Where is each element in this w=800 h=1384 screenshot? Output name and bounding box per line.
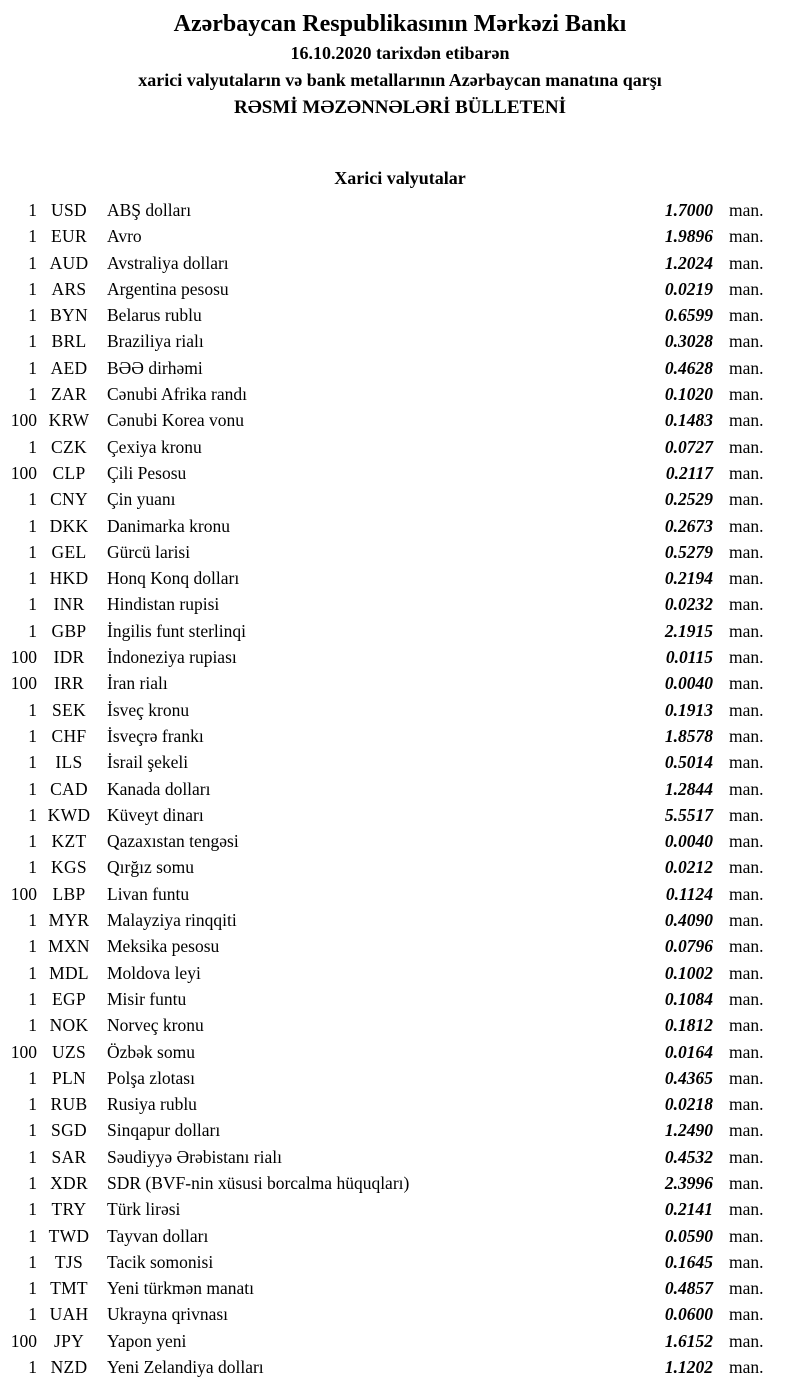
currency-code: KRW [48,410,90,431]
currency-name: İngilis funt sterlinqi [107,620,247,641]
currency-name: Qırğız somu [107,857,195,878]
currency-name: İsveçrə frankı [107,725,204,746]
rate-value: 0.5279 [664,541,713,562]
table-row [0,328,800,354]
nominal-amount: 1 [28,804,37,825]
rate-unit: man. [729,252,764,273]
rate-unit: man. [729,831,764,852]
nominal-amount: 1 [28,1357,37,1378]
rate-value: 0.0600 [664,1304,713,1325]
currency-code: USD [51,200,87,220]
currency-code: CLP [52,462,86,483]
table-row [0,1275,800,1301]
rate-unit: man. [729,752,764,773]
table-row [0,1065,800,1091]
rate-value: 0.0796 [664,936,713,957]
currency-name: ABŞ dolları [107,200,192,220]
table-row [0,1170,800,1196]
currency-name: Avro [107,226,142,247]
currency-code: CNY [50,489,88,510]
rate-unit: man. [729,489,764,510]
nominal-amount: 1 [28,1251,37,1272]
rate-unit: man. [729,804,764,825]
nominal-amount: 100 [10,462,37,483]
currency-code: INR [53,594,85,615]
currency-name: Çili Pesosu [107,462,187,483]
nominal-amount: 1 [28,936,37,957]
nominal-amount: 1 [28,1146,37,1167]
currency-name: İsveç kronu [107,699,190,720]
table-row [0,1328,800,1354]
rate-value: 0.1812 [664,1015,713,1036]
rate-value: 0.0232 [664,594,713,615]
nominal-amount: 1 [28,778,37,799]
rate-value: 0.2141 [664,1199,713,1220]
rate-unit: man. [729,673,764,694]
currency-code: NZD [50,1357,88,1378]
currency-name: Qazaxıstan tengəsi [107,831,239,852]
currency-name: Malayziya rinqqiti [107,910,237,931]
rate-value: 0.4857 [664,1278,713,1299]
currency-name: Cənubi Afrika randı [107,384,247,405]
nominal-amount: 100 [10,410,37,431]
currency-name: Çin yuanı [107,489,176,510]
currency-name: Gürcü larisi [107,541,191,562]
table-row [0,486,800,512]
nominal-amount: 100 [10,673,37,694]
rate-value: 0.1645 [664,1251,713,1272]
currency-name: Ukrayna qrivnası [107,1304,229,1325]
rate-unit: man. [729,857,764,878]
currency-code: SEK [52,699,86,720]
currency-name: Yeni Zelandiya dolları [107,1357,264,1378]
rate-unit: man. [729,778,764,799]
rate-value: 0.4090 [664,910,713,931]
table-row [0,381,800,407]
rate-value: 2.1915 [664,620,713,641]
rate-value: 0.2117 [665,462,713,483]
rate-unit: man. [729,1146,764,1167]
currency-code: CAD [50,778,88,799]
rate-unit: man. [729,436,764,457]
currency-code: KZT [51,831,87,852]
table-row [0,802,800,828]
table-row [0,1039,800,1065]
rate-unit: man. [729,200,764,220]
rate-value: 1.2844 [664,778,713,799]
table-row [0,670,800,696]
table-row [0,276,800,302]
currency-code: KWD [47,804,91,825]
table-row [0,1223,800,1249]
nominal-amount: 1 [28,568,37,589]
nominal-amount: 1 [28,305,37,326]
section-title-foreign-currencies: Xarici valyutalar [334,168,466,188]
currency-name: Livan funtu [107,883,190,904]
currency-code: ZAR [51,384,87,405]
currency-code: CZK [51,436,87,457]
document-header [0,0,800,122]
rate-unit: man. [729,515,764,536]
currency-code: JPY [53,1330,85,1351]
rate-unit: man. [729,1330,764,1351]
rate-value: 0.2529 [664,489,713,510]
rate-unit: man. [729,278,764,299]
table-row [0,1249,800,1275]
nominal-amount: 1 [28,226,37,247]
rate-unit: man. [729,410,764,431]
rate-value: 0.2673 [664,515,713,536]
nominal-amount: 1 [28,1015,37,1036]
nominal-amount: 1 [28,752,37,773]
rate-value: 0.4365 [664,1067,713,1088]
currency-code: DKK [49,515,89,536]
rate-unit: man. [729,1172,764,1193]
table-row [0,302,800,328]
table-row [0,250,800,276]
currency-name: Küveyt dinarı [107,804,204,825]
rate-value: 0.0115 [665,647,713,668]
currency-name: Rusiya rublu [107,1094,197,1115]
nominal-amount: 1 [28,910,37,931]
nominal-amount: 1 [28,515,37,536]
nominal-amount: 1 [28,831,37,852]
table-row [0,197,800,223]
currency-code: GBP [51,620,87,641]
table-row [0,986,800,1012]
rate-unit: man. [729,1041,764,1062]
rate-unit: man. [729,1199,764,1220]
currency-code: EGP [52,988,86,1009]
rate-unit: man. [729,594,764,615]
rate-value: 1.2024 [664,252,713,273]
rate-value: 1.6152 [664,1330,713,1351]
rates-table [0,197,800,1380]
rate-unit: man. [729,962,764,983]
currency-name: Danimarka kronu [107,515,230,536]
currency-name: Özbək somu [107,1041,195,1062]
nominal-amount: 1 [28,200,37,220]
nominal-amount: 100 [10,1330,37,1351]
nominal-amount: 1 [28,725,37,746]
currency-name: Tayvan dolları [107,1225,209,1246]
currency-code: TRY [51,1199,87,1220]
nominal-amount: 1 [28,384,37,405]
rate-value: 0.0040 [664,673,713,694]
rate-value: 0.1020 [664,384,713,405]
currency-code: NOK [49,1015,89,1036]
currency-name: Norveç kronu [107,1015,204,1036]
table-row [0,644,800,670]
currency-name: İndoneziya rupiası [107,647,237,668]
currency-name: İsrail şekeli [107,752,189,773]
nominal-amount: 1 [28,962,37,983]
table-row [0,907,800,933]
rate-unit: man. [729,305,764,326]
currency-name: Moldova leyi [107,962,201,983]
currency-code: LBP [52,883,86,904]
table-row [0,776,800,802]
table-row [0,407,800,433]
table-row [0,591,800,617]
rate-unit: man. [729,1094,764,1115]
rate-value: 1.1202 [664,1357,713,1378]
nominal-amount: 1 [28,357,37,378]
currency-code: SAR [51,1146,87,1167]
currency-code: TWD [48,1225,90,1246]
currency-name: Türk lirəsi [107,1199,181,1220]
table-row [0,1196,800,1222]
table-row [0,697,800,723]
nominal-amount: 1 [28,857,37,878]
currency-code: TMT [50,1278,88,1299]
table-row [0,223,800,249]
nominal-amount: 1 [28,1225,37,1246]
table-row [0,539,800,565]
currency-code: ARS [51,278,87,299]
rate-value: 0.4628 [664,357,713,378]
currency-name: İran rialı [107,673,168,694]
rate-value: 0.0727 [664,436,713,457]
rate-unit: man. [729,699,764,720]
rate-value: 0.1483 [664,410,713,431]
currency-name: Cənubi Korea vonu [107,410,245,431]
nominal-amount: 1 [28,541,37,562]
table-row [0,933,800,959]
nominal-amount: 100 [10,647,37,668]
currency-name: Honq Konq dolları [107,568,240,589]
currency-name: SDR (BVF-nin xüsusi borcalma hüquqları) [107,1172,410,1193]
nominal-amount: 1 [28,278,37,299]
rate-unit: man. [729,541,764,562]
bulletin-title: RƏSMİ MƏZƏNNƏLƏRİ BÜLLETENİ [233,97,566,118]
currency-name: Braziliya rialı [107,331,204,352]
rate-unit: man. [729,910,764,931]
rate-unit: man. [729,226,764,247]
currency-name: Polşa zlotası [107,1067,195,1088]
currency-code: ILS [55,752,83,773]
currency-name: Kanada dolları [107,778,211,799]
currency-code: MYR [48,910,90,931]
rate-unit: man. [729,462,764,483]
nominal-amount: 100 [10,1041,37,1062]
currency-code: TJS [54,1251,84,1272]
currency-code: AUD [49,252,89,273]
table-row [0,565,800,591]
nominal-amount: 1 [28,331,37,352]
table-row [0,1354,800,1380]
table-row [0,1117,800,1143]
currency-code: MXN [48,936,90,957]
effective-date-line: 16.10.2020 tarixdən etibarən [290,43,510,63]
nominal-amount: 100 [10,883,37,904]
rate-value: 1.2490 [664,1120,713,1141]
table-row [0,1301,800,1327]
currency-name: Yeni türkmən manatı [107,1278,254,1299]
currency-code: PLN [52,1067,86,1088]
currency-name: Misir funtu [107,988,187,1009]
nominal-amount: 1 [28,489,37,510]
table-row [0,460,800,486]
subject-line: xarici valyutaların və bank metallarının Azərbaycan manatına qarşı [138,70,662,90]
currency-name: Argentina pesosu [107,278,229,299]
nominal-amount: 1 [28,1094,37,1115]
rate-value: 0.0219 [664,278,713,299]
currency-code: MDL [49,962,89,983]
bank-title: Azərbaycan Respublikasının Mərkəzi Bankı [173,11,627,37]
currency-code: HKD [49,568,89,589]
rate-value: 1.7000 [664,200,713,220]
table-row [0,723,800,749]
rate-unit: man. [729,384,764,405]
currency-code: IDR [53,647,85,668]
rate-unit: man. [729,331,764,352]
currency-code: UZS [52,1041,86,1062]
table-row [0,828,800,854]
nominal-amount: 1 [28,594,37,615]
rate-value: 0.0218 [664,1094,713,1115]
rate-unit: man. [729,1120,764,1141]
table-row [0,749,800,775]
rate-unit: man. [729,620,764,641]
rate-unit: man. [729,1278,764,1299]
currency-name: Meksika pesosu [107,936,220,957]
rate-value: 0.2194 [664,568,713,589]
rate-unit: man. [729,1225,764,1246]
table-row [0,618,800,644]
currency-name: Hindistan rupisi [107,594,220,615]
rate-value: 5.5517 [664,804,713,825]
rate-value: 1.9896 [664,226,713,247]
currency-code: RUB [50,1094,88,1115]
currency-code: IRR [53,673,85,694]
rate-unit: man. [729,647,764,668]
rate-value: 0.5014 [664,752,713,773]
currency-code: BRL [51,331,87,352]
currency-code: UAH [49,1304,89,1325]
nominal-amount: 1 [28,1304,37,1325]
table-row [0,1091,800,1117]
rate-value: 0.1124 [665,883,713,904]
currency-name: Çexiya kronu [107,436,202,457]
currency-name: BƏƏ dirhəmi [107,357,203,378]
nominal-amount: 1 [28,1067,37,1088]
rate-value: 0.1002 [664,962,713,983]
currency-name: Yapon yeni [107,1330,187,1351]
rate-unit: man. [729,357,764,378]
rate-unit: man. [729,936,764,957]
table-row [0,1012,800,1038]
rate-unit: man. [729,1015,764,1036]
rate-value: 0.6599 [664,305,713,326]
currency-code: AED [50,357,88,378]
nominal-amount: 1 [28,1278,37,1299]
currency-name: Tacik somonisi [107,1251,214,1272]
rate-value: 0.0164 [664,1041,713,1062]
currency-code: BYN [50,305,88,326]
currency-code: KGS [51,857,87,878]
nominal-amount: 1 [28,699,37,720]
currency-name: Sinqapur dolları [107,1120,221,1141]
currency-code: SGD [51,1120,87,1141]
rate-value: 0.3028 [664,331,713,352]
rate-unit: man. [729,1304,764,1325]
rate-value: 0.0040 [664,831,713,852]
nominal-amount: 1 [28,252,37,273]
table-row [0,1144,800,1170]
rate-unit: man. [729,883,764,904]
currency-code: XDR [50,1172,88,1193]
nominal-amount: 1 [28,1120,37,1141]
rate-value: 0.0590 [664,1225,713,1246]
rate-unit: man. [729,1357,764,1378]
currency-name: Avstraliya dolları [107,252,229,273]
nominal-amount: 1 [28,436,37,457]
table-row [0,960,800,986]
rate-value: 0.4532 [664,1146,713,1167]
currency-code: GEL [51,541,87,562]
currency-code: EUR [51,226,87,247]
nominal-amount: 1 [28,1172,37,1193]
rate-unit: man. [729,725,764,746]
nominal-amount: 1 [28,1199,37,1220]
table-row [0,355,800,381]
rate-unit: man. [729,1251,764,1272]
currency-code: CHF [51,725,87,746]
table-row [0,434,800,460]
rate-unit: man. [729,988,764,1009]
nominal-amount: 1 [28,988,37,1009]
rate-unit: man. [729,568,764,589]
rate-value: 0.1913 [664,699,713,720]
table-row [0,854,800,880]
currency-name: Belarus rublu [107,305,202,326]
rate-value: 0.1084 [664,988,713,1009]
rate-unit: man. [729,1067,764,1088]
nominal-amount: 1 [28,620,37,641]
table-row [0,881,800,907]
rate-value: 0.0212 [664,857,713,878]
rate-value: 1.8578 [664,725,713,746]
table-row [0,513,800,539]
rate-value: 2.3996 [664,1172,713,1193]
currency-name: Səudiyyə Ərəbistanı rialı [107,1146,282,1167]
